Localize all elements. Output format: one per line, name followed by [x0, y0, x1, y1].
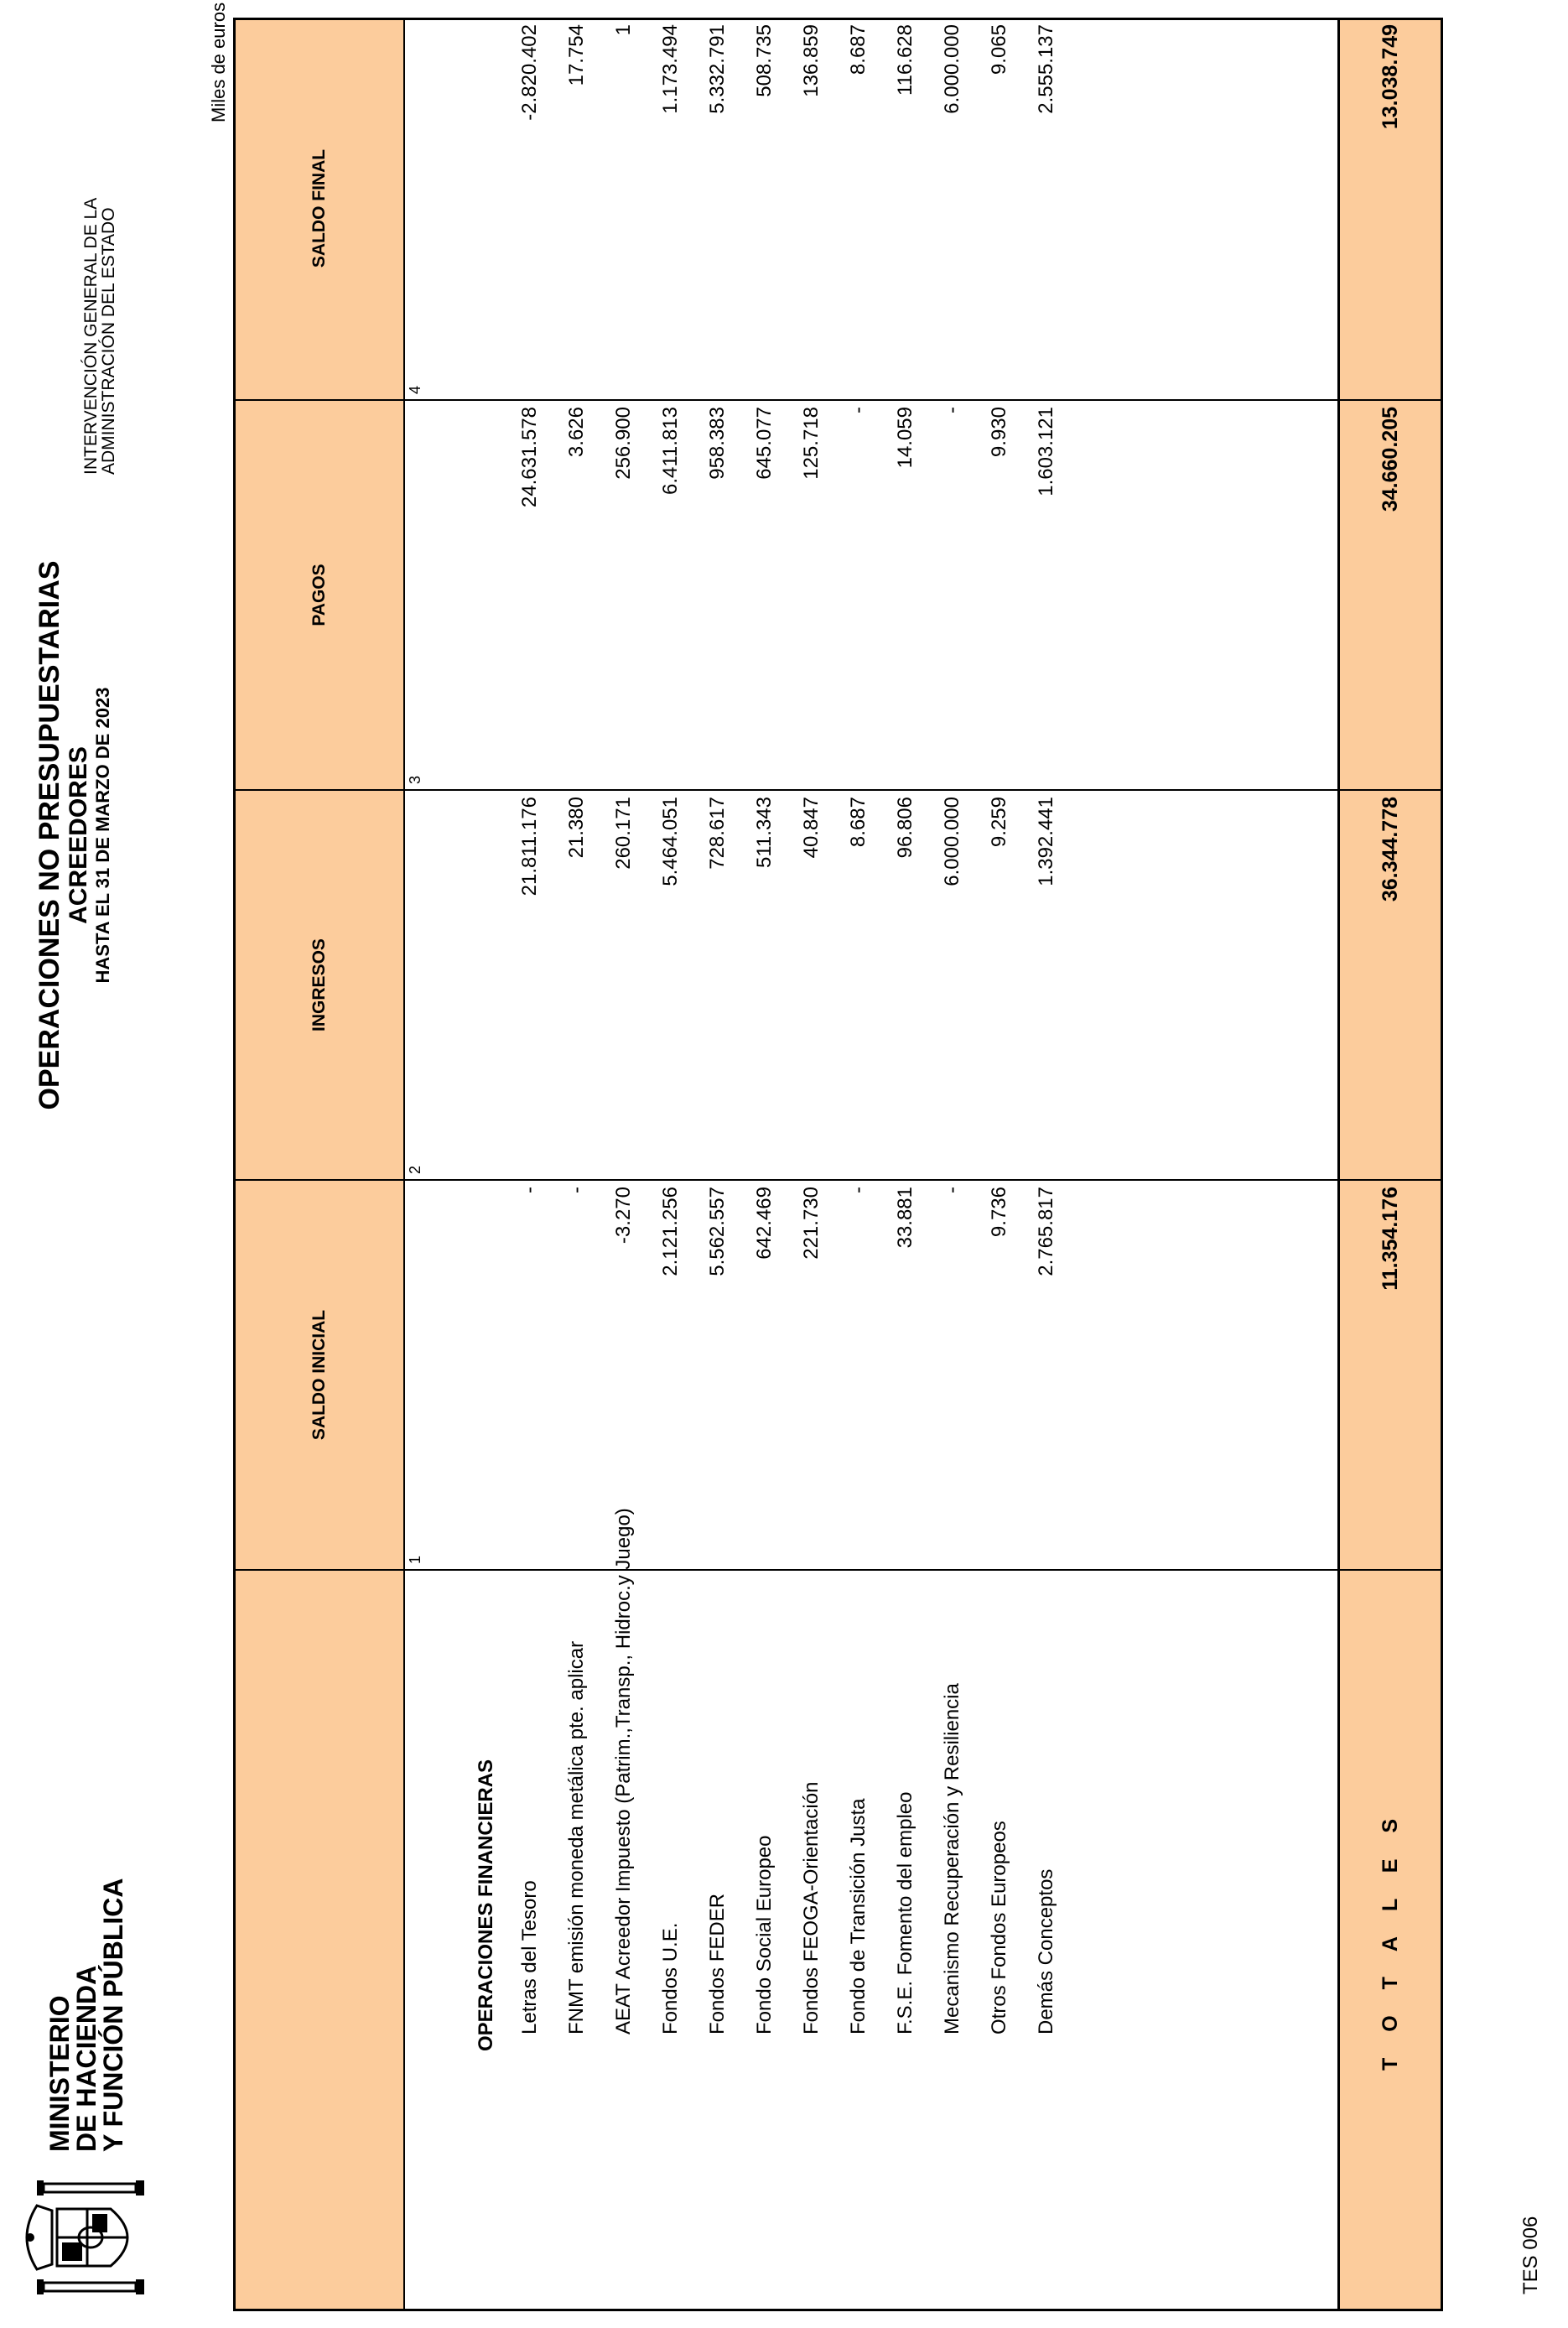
column-divider [236, 1569, 1441, 1571]
report-subtitle: ACREEDORES [65, 746, 92, 924]
report-title: OPERACIONES NO PRESUPUESTARIAS [34, 560, 65, 1110]
issuing-body-line-2: ADMINISTRACIÓN DEL ESTADO [99, 207, 118, 475]
cell-saldo-inicial: 2.121.256 [659, 1187, 682, 1276]
row-label: Fondos U.E. [659, 1922, 682, 2034]
cell-ingresos: 511.343 [753, 797, 776, 868]
row-label: Fondos FEDER [706, 1893, 729, 2034]
cell-saldo-final: 17.754 [565, 24, 588, 86]
cell-pagos: - [941, 407, 963, 413]
cell-saldo-inicial: 2.765.817 [1035, 1187, 1057, 1276]
cell-saldo-inicial: - [941, 1187, 963, 1193]
cell-saldo-final: -2.820.402 [518, 24, 541, 121]
cell-saldo-inicial: 5.562.557 [706, 1187, 729, 1276]
section-title: OPERACIONES FINANCIERAS [475, 1759, 497, 2051]
total-ingresos: 36.344.778 [1378, 797, 1402, 902]
column-header-saldo-inicial: SALDO INICIAL [309, 1309, 329, 1441]
cell-pagos: 125.718 [800, 407, 823, 480]
column-divider [236, 1179, 1441, 1181]
total-pagos: 34.660.205 [1378, 407, 1402, 512]
row-label: Mecanismo Recuperación y Resiliencia [941, 1683, 963, 2034]
coat-of-arms-icon [18, 2180, 153, 2294]
cell-saldo-final: 5.332.791 [706, 24, 729, 114]
ministry-line-1: MINISTERIO [44, 1995, 75, 2152]
row-label: AEAT Acreedor Impuesto (Patrim.,Transp., Hidroc.y Juego) [612, 1508, 635, 2034]
cell-saldo-final: 8.687 [847, 24, 870, 75]
ministry-name [46, 1878, 127, 2152]
ministry-line-2: DE HACIENDA [71, 1965, 101, 2152]
cell-ingresos: 96.806 [894, 797, 916, 859]
cell-pagos: 645.077 [753, 407, 776, 480]
column-number: 2 [407, 1165, 423, 1174]
cell-saldo-final: 116.628 [894, 24, 916, 96]
cell-ingresos: 21.380 [565, 797, 588, 859]
cell-pagos: 3.626 [565, 407, 588, 458]
table-row [612, 20, 646, 2309]
cell-saldo-final: 2.555.137 [1035, 24, 1057, 114]
table-row [565, 20, 599, 2309]
issuing-body-line-1: INTERVENCIÓN GENERAL DE LA [81, 197, 101, 475]
cell-saldo-final: 508.735 [753, 24, 776, 97]
cell-pagos: 24.631.578 [518, 407, 541, 508]
cell-ingresos: 40.847 [800, 797, 823, 859]
table-row [988, 20, 1021, 2309]
cell-pagos: 1.603.121 [1035, 407, 1057, 496]
table-row [1035, 20, 1068, 2309]
cell-saldo-inicial: - [565, 1187, 588, 1193]
row-label: Letras del Tesoro [518, 1880, 541, 2034]
cell-saldo-inicial: -3.270 [612, 1187, 635, 1245]
table-row [659, 20, 693, 2309]
table-row [847, 20, 880, 2309]
issuing-body [82, 198, 117, 475]
column-header-pagos: PAGOS [309, 564, 329, 626]
cell-saldo-final: 136.859 [800, 24, 823, 97]
cell-pagos: 6.411.813 [659, 407, 682, 495]
row-label: F.S.E. Fomento del empleo [894, 1791, 916, 2034]
total-saldo-final: 13.038.749 [1378, 24, 1402, 130]
cell-ingresos: 8.687 [847, 797, 870, 848]
row-label: FNMT emisión moneda metálica pte. aplicar [565, 1640, 588, 2034]
cell-ingresos: 9.259 [988, 797, 1010, 848]
report-date: HASTA EL 31 DE MARZO DE 2023 [92, 687, 113, 984]
cell-saldo-final: 9.065 [988, 24, 1010, 75]
cell-pagos: - [847, 407, 870, 413]
ministry-line-3: Y FUNCIÓN PÚBLICA [98, 1878, 128, 2152]
table-row [894, 20, 927, 2309]
column-number: 1 [407, 1555, 423, 1564]
cell-saldo-inicial: 642.469 [753, 1187, 776, 1260]
cell-ingresos: 6.000.000 [941, 797, 963, 886]
table-row [800, 20, 833, 2309]
cell-saldo-inicial: 33.881 [894, 1187, 916, 1249]
cell-saldo-inicial: 9.736 [988, 1187, 1010, 1238]
row-label: Fondos FEOGA-Orientación [800, 1781, 823, 2034]
total-saldo-inicial: 11.354.176 [1378, 1187, 1402, 1291]
cell-saldo-inicial: - [847, 1187, 870, 1193]
row-label: Otros Fondos Europeos [988, 1821, 1010, 2034]
cell-ingresos: 5.464.051 [659, 797, 682, 886]
document-code: TES 006 [1519, 2216, 1542, 2294]
row-label: Fondo de Transición Justa [847, 1798, 870, 2034]
cell-saldo-final: 1 [612, 24, 635, 36]
cell-ingresos: 21.811.176 [518, 797, 541, 896]
cell-pagos: 9.930 [988, 407, 1010, 458]
row-label: Demás Conceptos [1035, 1868, 1057, 2034]
row-label: Fondo Social Europeo [753, 1835, 776, 2034]
column-header-saldo-final: SALDO FINAL [309, 148, 329, 268]
cell-ingresos: 1.392.441 [1035, 797, 1057, 886]
column-divider [236, 399, 1441, 401]
cell-saldo-inicial: 221.730 [800, 1187, 823, 1260]
creditors-table [233, 18, 1443, 2311]
cell-pagos: 14.059 [894, 407, 916, 469]
column-number: 4 [407, 385, 423, 394]
cell-pagos: 256.900 [612, 407, 635, 480]
units-label: Miles de euros [208, 2, 229, 122]
table-row [706, 20, 740, 2309]
cell-saldo-final: 6.000.000 [941, 24, 963, 114]
column-divider [236, 789, 1441, 791]
cell-saldo-inicial: - [518, 1187, 541, 1193]
totals-label: T O T A L E S [1378, 1808, 1402, 2071]
cell-ingresos: 728.617 [706, 797, 729, 870]
table-row [518, 20, 552, 2309]
cell-pagos: 958.383 [706, 407, 729, 480]
column-header-ingresos: INGRESOS [309, 938, 329, 1031]
cell-ingresos: 260.171 [612, 797, 635, 870]
column-number: 3 [407, 775, 423, 784]
table-row [753, 20, 787, 2309]
cell-saldo-final: 1.173.494 [659, 24, 682, 114]
table-row [941, 20, 974, 2309]
